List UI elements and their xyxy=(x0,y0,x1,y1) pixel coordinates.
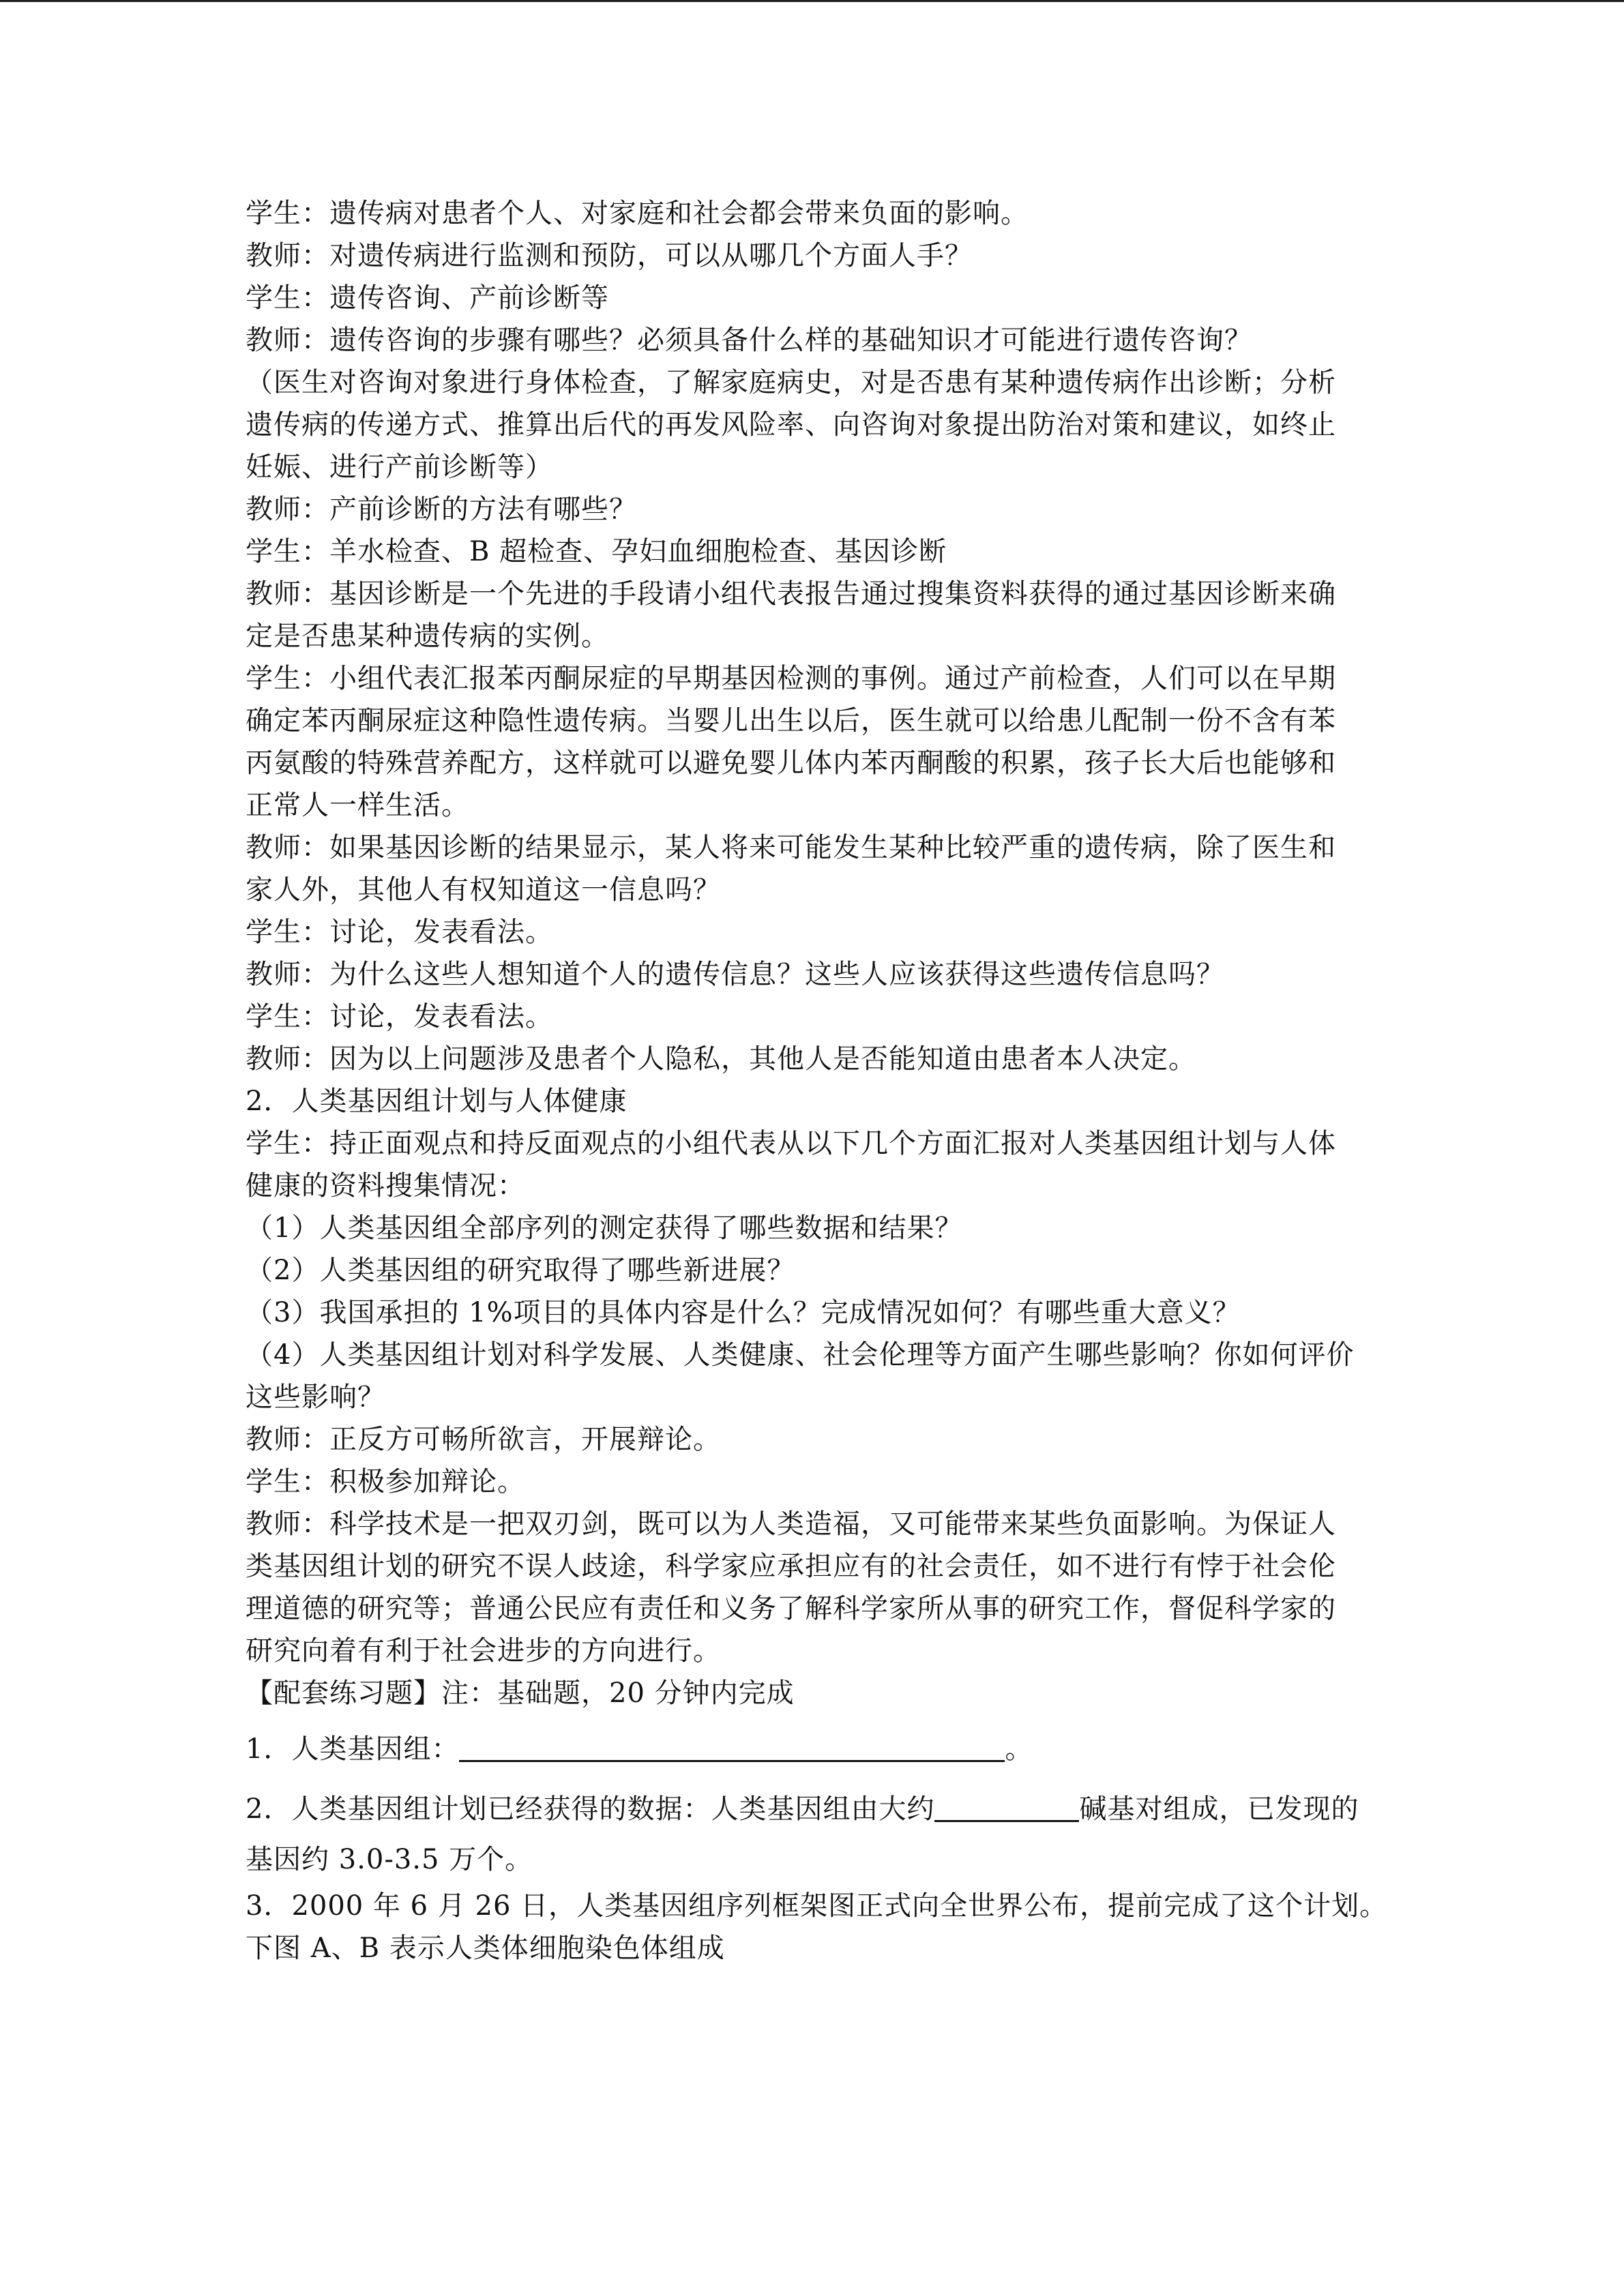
exercise-3-line-1: 3．2000 年 6 月 26 日，人类基因组序列框架图正式向全世界公布，提前完成了这个计划。 xyxy=(246,1890,1388,1922)
text-line: 教师：基因诊断是一个先进的手段请小组代表报告通过搜集资料获得的通过基因诊断来确 xyxy=(246,578,1336,610)
exercise-heading: 【配套练习题】注：基础题，20 分钟内完成 xyxy=(246,1678,795,1709)
list-item: （4）人类基因组计划对科学发展、人类健康、社会伦理等方面产生哪些影响？你如何评价 xyxy=(246,1339,1355,1371)
text-line: 教师：遗传咨询的步骤有哪些？必须具备什么样的基础知识才可能进行遗传咨询？ xyxy=(246,325,1252,356)
text-line: 理道德的研究等；普通公民应有责任和义务了解科学家所从事的研究工作，督促科学家的 xyxy=(246,1593,1336,1624)
text-line: 学生：积极参加辩论。 xyxy=(246,1466,525,1497)
text-line: 学生：遗传咨询、产前诊断等 xyxy=(246,282,609,314)
text-line: 学生：羊水检查、B 超检查、孕妇血细胞检查、基因诊断 xyxy=(246,536,947,567)
text-line: 学生：讨论，发表看法。 xyxy=(246,1001,553,1032)
text-line: 教师：对遗传病进行监测和预防，可以从哪几个方面人手？ xyxy=(246,240,973,271)
list-item: （1）人类基因组全部序列的测定获得了哪些数据和结果？ xyxy=(246,1212,963,1244)
text-line: 遗传病的传递方式、推算出后代的再发风险率、向咨询对象提出防治对策和建议，如终止 xyxy=(246,409,1336,441)
list-item: （3）我国承担的 1%项目的具体内容是什么？完成情况如何？有哪些重大意义？ xyxy=(246,1297,1241,1328)
exercise-2-suffix: 碱基对组成，已发现的 xyxy=(1079,1793,1359,1825)
text-line: 健康的资料搜集情况： xyxy=(246,1170,525,1202)
text-line: 确定苯丙酮尿症这种隐性遗传病。当婴儿出生以后，医生就可以给患儿配制一份不含有苯 xyxy=(246,705,1336,736)
exercise-1-suffix: 。 xyxy=(1005,1733,1033,1765)
text-line: 妊娠、进行产前诊断等） xyxy=(246,451,553,483)
exercise-1-answer-blank[interactable] xyxy=(459,1730,1005,1762)
text-line: 教师：为什么这些人想知道个人的遗传信息？这些人应该获得这些遗传信息吗？ xyxy=(246,959,1224,990)
section-heading: 2．人类基因组计划与人体健康 xyxy=(246,1086,628,1117)
list-item: （2）人类基因组的研究取得了哪些新进展？ xyxy=(246,1255,795,1286)
text-line: 学生：小组代表汇报苯丙酮尿症的早期基因检测的事例。通过产前检查，人们可以在早期 xyxy=(246,663,1336,694)
text-line: 教师：产前诊断的方法有哪些？ xyxy=(246,494,637,525)
text-line: 研究向着有利于社会进步的方向进行。 xyxy=(246,1635,721,1667)
text-line: 丙氨酸的特殊营养配方，这样就可以避免婴儿体内苯丙酮酸的积累，孩子长大后也能够和 xyxy=(246,747,1336,779)
text-line: 类基因组计划的研究不误人歧途，科学家应承担应有的社会责任，如不进行有悖于社会伦 xyxy=(246,1551,1336,1582)
text-line: 教师：科学技术是一把双刃剑，既可以为人类造福，又可能带来某些负面影响。为保证人 xyxy=(246,1508,1336,1540)
text-line: 教师：正反方可畅所欲言，开展辩论。 xyxy=(246,1424,721,1455)
document-body xyxy=(246,192,1388,1969)
text-line: 正常人一样生活。 xyxy=(246,790,469,821)
exercise-1-prefix: 1．人类基因组： xyxy=(246,1733,460,1765)
text-line: 学生：遗传病对患者个人、对家庭和社会都会带来负面的影响。 xyxy=(246,198,1029,229)
exercise-2-answer-blank[interactable] xyxy=(934,1790,1079,1822)
exercise-2-line-2: 基因约 3.0-3.5 万个。 xyxy=(246,1844,533,1875)
text-line: 教师：因为以上问题涉及患者个人隐私，其他人是否能知道由患者本人决定。 xyxy=(246,1043,1196,1075)
page-top-border xyxy=(0,0,1624,2)
exercise-2-line-1 xyxy=(246,1784,1381,1834)
text-line: 定是否患某种遗传病的实例。 xyxy=(246,621,609,652)
exercise-2-prefix: 2．人类基因组计划已经获得的数据：人类基因组由大约 xyxy=(246,1793,935,1825)
exercise-1 xyxy=(246,1724,1381,1774)
text-line: 学生：持正面观点和持反面观点的小组代表从以下几个方面汇报对人类基因组计划与人体 xyxy=(246,1128,1336,1159)
text-line: 教师：如果基因诊断的结果显示，某人将来可能发生某种比较严重的遗传病，除了医生和 xyxy=(246,832,1336,863)
text-line: （医生对咨询对象进行身体检查，了解家庭病史，对是否患有某种遗传病作出诊断；分析 xyxy=(246,367,1336,398)
text-line: 学生：讨论，发表看法。 xyxy=(246,916,553,948)
text-line: 家人外，其他人有权知道这一信息吗？ xyxy=(246,874,721,906)
exercise-3-line-2: 下图 A、B 表示人类体细胞染色体组成 xyxy=(246,1933,725,1964)
text-line: 这些影响？ xyxy=(246,1382,385,1413)
